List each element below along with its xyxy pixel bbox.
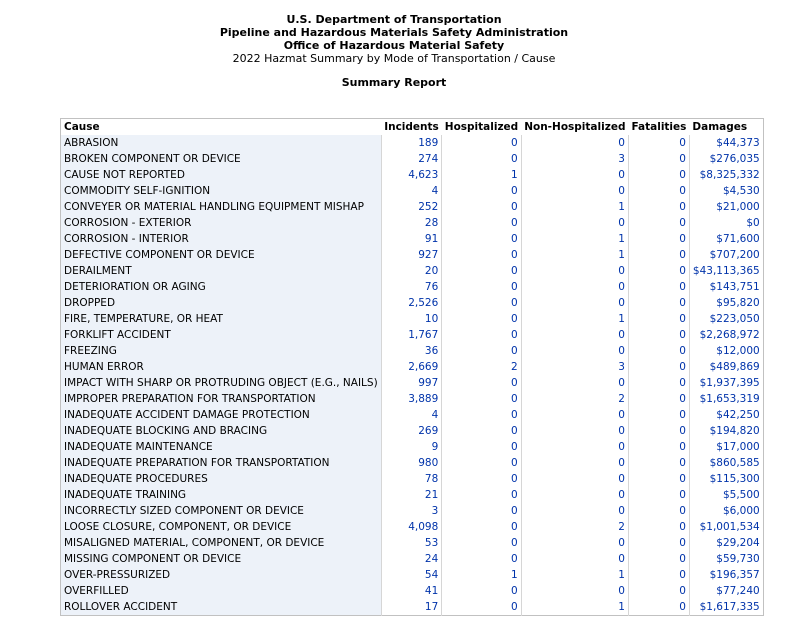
cause-cell: FREEZING <box>61 343 382 359</box>
fatalities-cell: 0 <box>628 375 689 391</box>
table-row <box>61 295 764 311</box>
table-row <box>61 503 764 519</box>
table-row <box>61 151 764 167</box>
hospitalized-cell: 0 <box>442 327 521 343</box>
fatalities-cell: 0 <box>628 487 689 503</box>
damages-cell: $194,820 <box>689 423 763 439</box>
hospitalized-cell: 0 <box>442 503 521 519</box>
fatalities-cell: 0 <box>628 279 689 295</box>
damages-cell: $29,204 <box>689 535 763 551</box>
report-header <box>0 13 788 65</box>
non-hospitalized-cell: 0 <box>521 279 628 295</box>
table-row <box>61 535 764 551</box>
table-row <box>61 359 764 375</box>
damages-cell: $77,240 <box>689 583 763 599</box>
non-hospitalized-cell: 0 <box>521 375 628 391</box>
hospitalized-cell: 1 <box>442 167 521 183</box>
hospitalized-cell: 0 <box>442 311 521 327</box>
column-header-cause: Cause <box>61 119 382 136</box>
hospitalized-cell: 0 <box>442 535 521 551</box>
fatalities-cell: 0 <box>628 535 689 551</box>
non-hospitalized-cell: 1 <box>521 599 628 616</box>
table-row <box>61 279 764 295</box>
damages-cell: $8,325,332 <box>689 167 763 183</box>
table-row <box>61 551 764 567</box>
hospitalized-cell: 0 <box>442 455 521 471</box>
agency-title: U.S. Department of Transportation <box>286 13 502 26</box>
column-header-non-hospitalized: Non-Hospitalized <box>521 119 628 136</box>
table-row <box>61 599 764 616</box>
table-body <box>61 135 764 616</box>
table-row <box>61 183 764 199</box>
administration-title: Pipeline and Hazardous Materials Safety Administration <box>219 26 569 39</box>
table-row <box>61 343 764 359</box>
table-row <box>61 391 764 407</box>
cause-cell: OVERFILLED <box>61 583 382 599</box>
hospitalized-cell: 0 <box>442 487 521 503</box>
table-row <box>61 263 764 279</box>
damages-cell: $0 <box>689 215 763 231</box>
hospitalized-cell: 0 <box>442 295 521 311</box>
incidents-cell: 3 <box>381 503 442 519</box>
cause-cell: FIRE, TEMPERATURE, OR HEAT <box>61 311 382 327</box>
incidents-cell: 189 <box>381 135 442 151</box>
damages-cell: $12,000 <box>689 343 763 359</box>
table-row <box>61 247 764 263</box>
incidents-cell: 4,623 <box>381 167 442 183</box>
cause-cell: ABRASION <box>61 135 382 151</box>
non-hospitalized-cell: 0 <box>521 471 628 487</box>
incidents-cell: 3,889 <box>381 391 442 407</box>
incidents-cell: 20 <box>381 263 442 279</box>
incidents-cell: 36 <box>381 343 442 359</box>
non-hospitalized-cell: 1 <box>521 311 628 327</box>
damages-cell: $196,357 <box>689 567 763 583</box>
non-hospitalized-cell: 0 <box>521 455 628 471</box>
table-row <box>61 199 764 215</box>
damages-cell: $4,530 <box>689 183 763 199</box>
cause-cell: MISALIGNED MATERIAL, COMPONENT, OR DEVICE <box>61 535 382 551</box>
non-hospitalized-cell: 3 <box>521 359 628 375</box>
cause-cell: DERAILMENT <box>61 263 382 279</box>
hospitalized-cell: 0 <box>442 135 521 151</box>
hospitalized-cell: 0 <box>442 263 521 279</box>
table-row <box>61 487 764 503</box>
fatalities-cell: 0 <box>628 471 689 487</box>
cause-cell: LOOSE CLOSURE, COMPONENT, OR DEVICE <box>61 519 382 535</box>
table-row <box>61 311 764 327</box>
non-hospitalized-cell: 0 <box>521 295 628 311</box>
cause-cell: ROLLOVER ACCIDENT <box>61 599 382 616</box>
non-hospitalized-cell: 0 <box>521 423 628 439</box>
page-title: Summary Report <box>341 76 447 89</box>
non-hospitalized-cell: 0 <box>521 487 628 503</box>
hospitalized-cell: 0 <box>442 391 521 407</box>
cause-cell: BROKEN COMPONENT OR DEVICE <box>61 151 382 167</box>
table-row <box>61 519 764 535</box>
damages-cell: $276,035 <box>689 151 763 167</box>
incidents-cell: 41 <box>381 583 442 599</box>
hospitalized-cell: 1 <box>442 567 521 583</box>
hospitalized-cell: 0 <box>442 279 521 295</box>
cause-cell: DEFECTIVE COMPONENT OR DEVICE <box>61 247 382 263</box>
incidents-cell: 24 <box>381 551 442 567</box>
damages-cell: $95,820 <box>689 295 763 311</box>
incidents-cell: 54 <box>381 567 442 583</box>
table-row <box>61 439 764 455</box>
table-row <box>61 135 764 151</box>
damages-cell: $115,300 <box>689 471 763 487</box>
hospitalized-cell: 0 <box>442 247 521 263</box>
cause-cell: CORROSION - INTERIOR <box>61 231 382 247</box>
hospitalized-cell: 0 <box>442 407 521 423</box>
fatalities-cell: 0 <box>628 391 689 407</box>
hospitalized-cell: 0 <box>442 215 521 231</box>
incidents-cell: 4 <box>381 407 442 423</box>
non-hospitalized-cell: 2 <box>521 519 628 535</box>
column-header-fatalities: Fatalities <box>628 119 689 136</box>
damages-cell: $21,000 <box>689 199 763 215</box>
non-hospitalized-cell: 2 <box>521 391 628 407</box>
incidents-cell: 269 <box>381 423 442 439</box>
table-row <box>61 567 764 583</box>
table-row <box>61 231 764 247</box>
incidents-cell: 17 <box>381 599 442 616</box>
damages-cell: $2,268,972 <box>689 327 763 343</box>
cause-cell: DROPPED <box>61 295 382 311</box>
fatalities-cell: 0 <box>628 295 689 311</box>
hospitalized-cell: 0 <box>442 471 521 487</box>
non-hospitalized-cell: 0 <box>521 135 628 151</box>
summary-table <box>60 118 764 616</box>
fatalities-cell: 0 <box>628 551 689 567</box>
cause-cell: CONVEYER OR MATERIAL HANDLING EQUIPMENT MISHAP <box>61 199 382 215</box>
incidents-cell: 91 <box>381 231 442 247</box>
incidents-cell: 997 <box>381 375 442 391</box>
non-hospitalized-cell: 0 <box>521 407 628 423</box>
table-row <box>61 423 764 439</box>
fatalities-cell: 0 <box>628 455 689 471</box>
incidents-cell: 53 <box>381 535 442 551</box>
fatalities-cell: 0 <box>628 183 689 199</box>
incidents-cell: 2,526 <box>381 295 442 311</box>
report-subtitle: 2022 Hazmat Summary by Mode of Transportation / Cause <box>232 52 556 65</box>
incidents-cell: 76 <box>381 279 442 295</box>
hospitalized-cell: 0 <box>442 231 521 247</box>
non-hospitalized-cell: 0 <box>521 583 628 599</box>
column-header-hospitalized: Hospitalized <box>442 119 521 136</box>
fatalities-cell: 0 <box>628 135 689 151</box>
cause-cell: IMPROPER PREPARATION FOR TRANSPORTATION <box>61 391 382 407</box>
damages-cell: $59,730 <box>689 551 763 567</box>
hospitalized-cell: 0 <box>442 439 521 455</box>
table-row <box>61 455 764 471</box>
hospitalized-cell: 0 <box>442 583 521 599</box>
incidents-cell: 10 <box>381 311 442 327</box>
damages-cell: $5,500 <box>689 487 763 503</box>
hospitalized-cell: 0 <box>442 599 521 616</box>
cause-cell: INADEQUATE BLOCKING AND BRACING <box>61 423 382 439</box>
fatalities-cell: 0 <box>628 583 689 599</box>
incidents-cell: 9 <box>381 439 442 455</box>
non-hospitalized-cell: 1 <box>521 567 628 583</box>
incidents-cell: 927 <box>381 247 442 263</box>
table-row <box>61 375 764 391</box>
damages-cell: $44,373 <box>689 135 763 151</box>
cause-cell: INADEQUATE MAINTENANCE <box>61 439 382 455</box>
fatalities-cell: 0 <box>628 423 689 439</box>
incidents-cell: 252 <box>381 199 442 215</box>
column-header-damages: Damages <box>689 119 763 136</box>
cause-cell: COMMODITY SELF-IGNITION <box>61 183 382 199</box>
hospitalized-cell: 0 <box>442 343 521 359</box>
hospitalized-cell: 0 <box>442 199 521 215</box>
cause-cell: INADEQUATE TRAINING <box>61 487 382 503</box>
non-hospitalized-cell: 3 <box>521 151 628 167</box>
incidents-cell: 980 <box>381 455 442 471</box>
incidents-cell: 4 <box>381 183 442 199</box>
cause-cell: INADEQUATE PREPARATION FOR TRANSPORTATION <box>61 455 382 471</box>
non-hospitalized-cell: 0 <box>521 327 628 343</box>
column-header-incidents: Incidents <box>381 119 442 136</box>
hospitalized-cell: 2 <box>442 359 521 375</box>
fatalities-cell: 0 <box>628 247 689 263</box>
fatalities-cell: 0 <box>628 519 689 535</box>
non-hospitalized-cell: 1 <box>521 247 628 263</box>
non-hospitalized-cell: 0 <box>521 551 628 567</box>
fatalities-cell: 0 <box>628 199 689 215</box>
table-row <box>61 583 764 599</box>
cause-cell: MISSING COMPONENT OR DEVICE <box>61 551 382 567</box>
non-hospitalized-cell: 0 <box>521 535 628 551</box>
cause-cell: INADEQUATE PROCEDURES <box>61 471 382 487</box>
hospitalized-cell: 0 <box>442 375 521 391</box>
cause-cell: IMPACT WITH SHARP OR PROTRUDING OBJECT (E.G., NAILS) <box>61 375 382 391</box>
damages-cell: $143,751 <box>689 279 763 295</box>
fatalities-cell: 0 <box>628 503 689 519</box>
cause-cell: INADEQUATE ACCIDENT DAMAGE PROTECTION <box>61 407 382 423</box>
damages-cell: $860,585 <box>689 455 763 471</box>
incidents-cell: 274 <box>381 151 442 167</box>
hospitalized-cell: 0 <box>442 151 521 167</box>
cause-cell: CAUSE NOT REPORTED <box>61 167 382 183</box>
damages-cell: $707,200 <box>689 247 763 263</box>
fatalities-cell: 0 <box>628 407 689 423</box>
fatalities-cell: 0 <box>628 359 689 375</box>
fatalities-cell: 0 <box>628 567 689 583</box>
fatalities-cell: 0 <box>628 231 689 247</box>
non-hospitalized-cell: 1 <box>521 199 628 215</box>
damages-cell: $489,869 <box>689 359 763 375</box>
damages-cell: $1,617,335 <box>689 599 763 616</box>
table-row <box>61 215 764 231</box>
fatalities-cell: 0 <box>628 151 689 167</box>
table-row <box>61 167 764 183</box>
fatalities-cell: 0 <box>628 167 689 183</box>
fatalities-cell: 0 <box>628 439 689 455</box>
cause-cell: INCORRECTLY SIZED COMPONENT OR DEVICE <box>61 503 382 519</box>
damages-cell: $42,250 <box>689 407 763 423</box>
hospitalized-cell: 0 <box>442 183 521 199</box>
non-hospitalized-cell: 0 <box>521 183 628 199</box>
fatalities-cell: 0 <box>628 263 689 279</box>
cause-cell: OVER-PRESSURIZED <box>61 567 382 583</box>
damages-cell: $17,000 <box>689 439 763 455</box>
cause-cell: HUMAN ERROR <box>61 359 382 375</box>
non-hospitalized-cell: 0 <box>521 263 628 279</box>
incidents-cell: 1,767 <box>381 327 442 343</box>
table-header-row <box>61 119 764 136</box>
table-row <box>61 327 764 343</box>
damages-cell: $43,113,365 <box>689 263 763 279</box>
fatalities-cell: 0 <box>628 599 689 616</box>
incidents-cell: 78 <box>381 471 442 487</box>
fatalities-cell: 0 <box>628 343 689 359</box>
cause-cell: FORKLIFT ACCIDENT <box>61 327 382 343</box>
hospitalized-cell: 0 <box>442 519 521 535</box>
office-title: Office of Hazardous Material Safety <box>283 39 505 52</box>
table-row <box>61 471 764 487</box>
non-hospitalized-cell: 0 <box>521 439 628 455</box>
incidents-cell: 4,098 <box>381 519 442 535</box>
non-hospitalized-cell: 1 <box>521 231 628 247</box>
cause-cell: CORROSION - EXTERIOR <box>61 215 382 231</box>
fatalities-cell: 0 <box>628 311 689 327</box>
non-hospitalized-cell: 0 <box>521 503 628 519</box>
damages-cell: $71,600 <box>689 231 763 247</box>
table-row <box>61 407 764 423</box>
damages-cell: $1,001,534 <box>689 519 763 535</box>
incidents-cell: 21 <box>381 487 442 503</box>
fatalities-cell: 0 <box>628 327 689 343</box>
damages-cell: $6,000 <box>689 503 763 519</box>
cause-cell: DETERIORATION OR AGING <box>61 279 382 295</box>
hospitalized-cell: 0 <box>442 423 521 439</box>
hospitalized-cell: 0 <box>442 551 521 567</box>
damages-cell: $223,050 <box>689 311 763 327</box>
damages-cell: $1,653,319 <box>689 391 763 407</box>
damages-cell: $1,937,395 <box>689 375 763 391</box>
non-hospitalized-cell: 0 <box>521 215 628 231</box>
fatalities-cell: 0 <box>628 215 689 231</box>
incidents-cell: 2,669 <box>381 359 442 375</box>
non-hospitalized-cell: 0 <box>521 343 628 359</box>
incidents-cell: 28 <box>381 215 442 231</box>
non-hospitalized-cell: 0 <box>521 167 628 183</box>
